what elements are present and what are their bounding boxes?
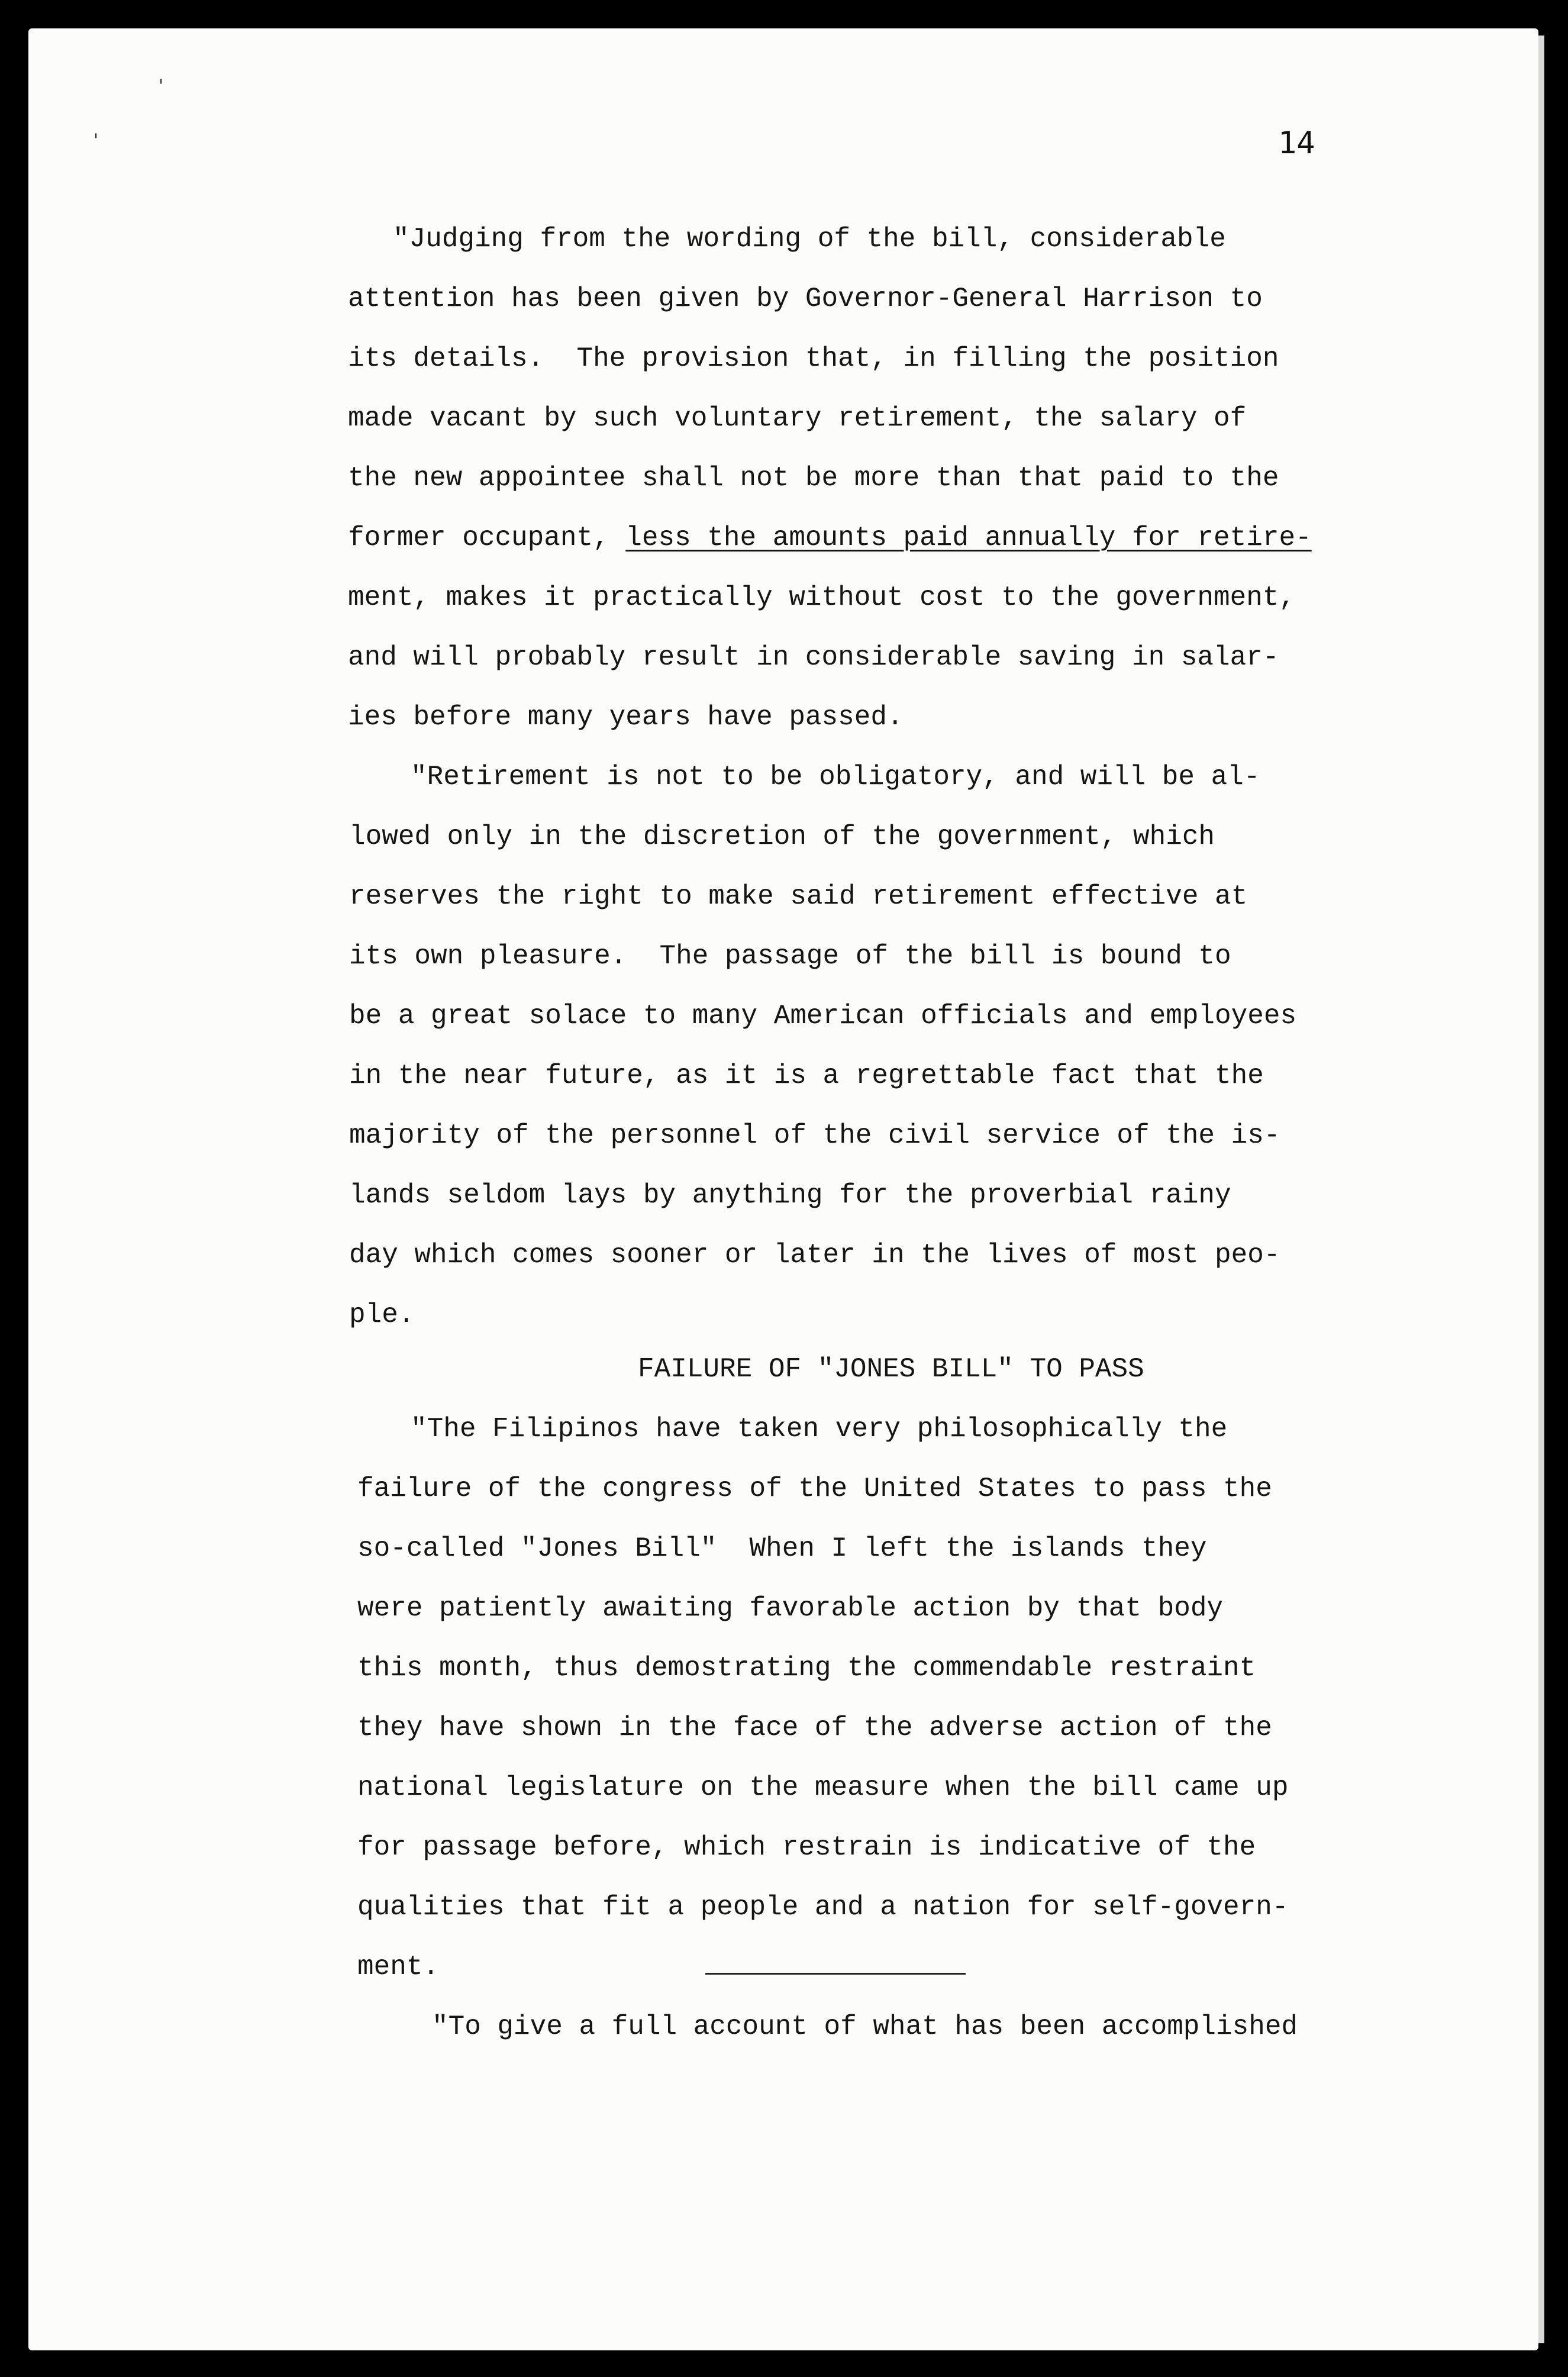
text-line: its own pleasure. The passage of the bill is bound to <box>349 941 1231 972</box>
text-line: ment, makes it practically without cost to the government, <box>348 582 1296 613</box>
underlined-text: less the amounts paid annually for retire- <box>625 523 1312 553</box>
text-segment: former occupant, <box>348 523 626 553</box>
text-line <box>348 524 1312 551</box>
text-line: this month, thus demostrating the commendable restraint <box>357 1653 1256 1683</box>
stray-ink-mark: ' <box>93 130 99 151</box>
text-line: national legislature on the measure when the bill came up <box>357 1772 1289 1803</box>
text-line: attention has been given by Governor-General Harrison to <box>348 283 1263 314</box>
page-edge-shadow <box>1538 36 1544 2343</box>
text-line: lowed only in the discretion of the government, which <box>349 821 1215 852</box>
text-line: lands seldom lays by anything for the proverbial rainy <box>349 1180 1231 1211</box>
text-line: made vacant by such voluntary retirement, the salary of <box>348 403 1247 434</box>
text-line: ple. <box>349 1299 415 1330</box>
page-number: 14 <box>1278 125 1315 161</box>
text-line: "Judging from the wording of the bill, considerable <box>393 224 1226 254</box>
section-heading: FAILURE OF "JONES BILL" TO PASS <box>638 1354 1144 1385</box>
horizontal-rule <box>705 1973 966 1975</box>
text-line: reserves the right to make said retirement effective at <box>349 881 1248 912</box>
text-line: they have shown in the face of the adverse action of the <box>357 1712 1272 1743</box>
text-line: "To give a full account of what has been accomplished <box>432 2011 1298 2042</box>
text-line: were patiently awaiting favorable action by that body <box>357 1593 1224 1624</box>
text-line: in the near future, as it is a regrettable fact that the <box>349 1060 1264 1091</box>
text-line: so-called "Jones Bill" When I left the islands they <box>357 1533 1207 1564</box>
text-line: ment. <box>357 1952 440 1982</box>
text-line: for passage before, which restrain is indicative of the <box>357 1832 1256 1863</box>
text-line: qualities that fit a people and a nation for self-govern- <box>357 1892 1289 1923</box>
text-line: and will probably result in considerable saving in salar- <box>348 642 1279 673</box>
text-line: majority of the personnel of the civil service of the is- <box>349 1120 1280 1151</box>
text-line: failure of the congress of the United States to pass the <box>357 1473 1272 1504</box>
text-line: ies before many years have passed. <box>348 702 904 733</box>
text-line: "The Filipinos have taken very philosophically the <box>411 1414 1228 1444</box>
text-line: the new appointee shall not be more than that paid to the <box>348 463 1279 494</box>
stray-ink-mark: ' <box>159 76 164 96</box>
text-line: be a great solace to many American officials and employees <box>349 1001 1297 1031</box>
text-line: day which comes sooner or later in the lives of most peo- <box>349 1240 1280 1270</box>
text-line: "Retirement is not to be obligatory, and will be al- <box>411 762 1260 792</box>
text-line: its details. The provision that, in filling the position <box>348 343 1279 374</box>
